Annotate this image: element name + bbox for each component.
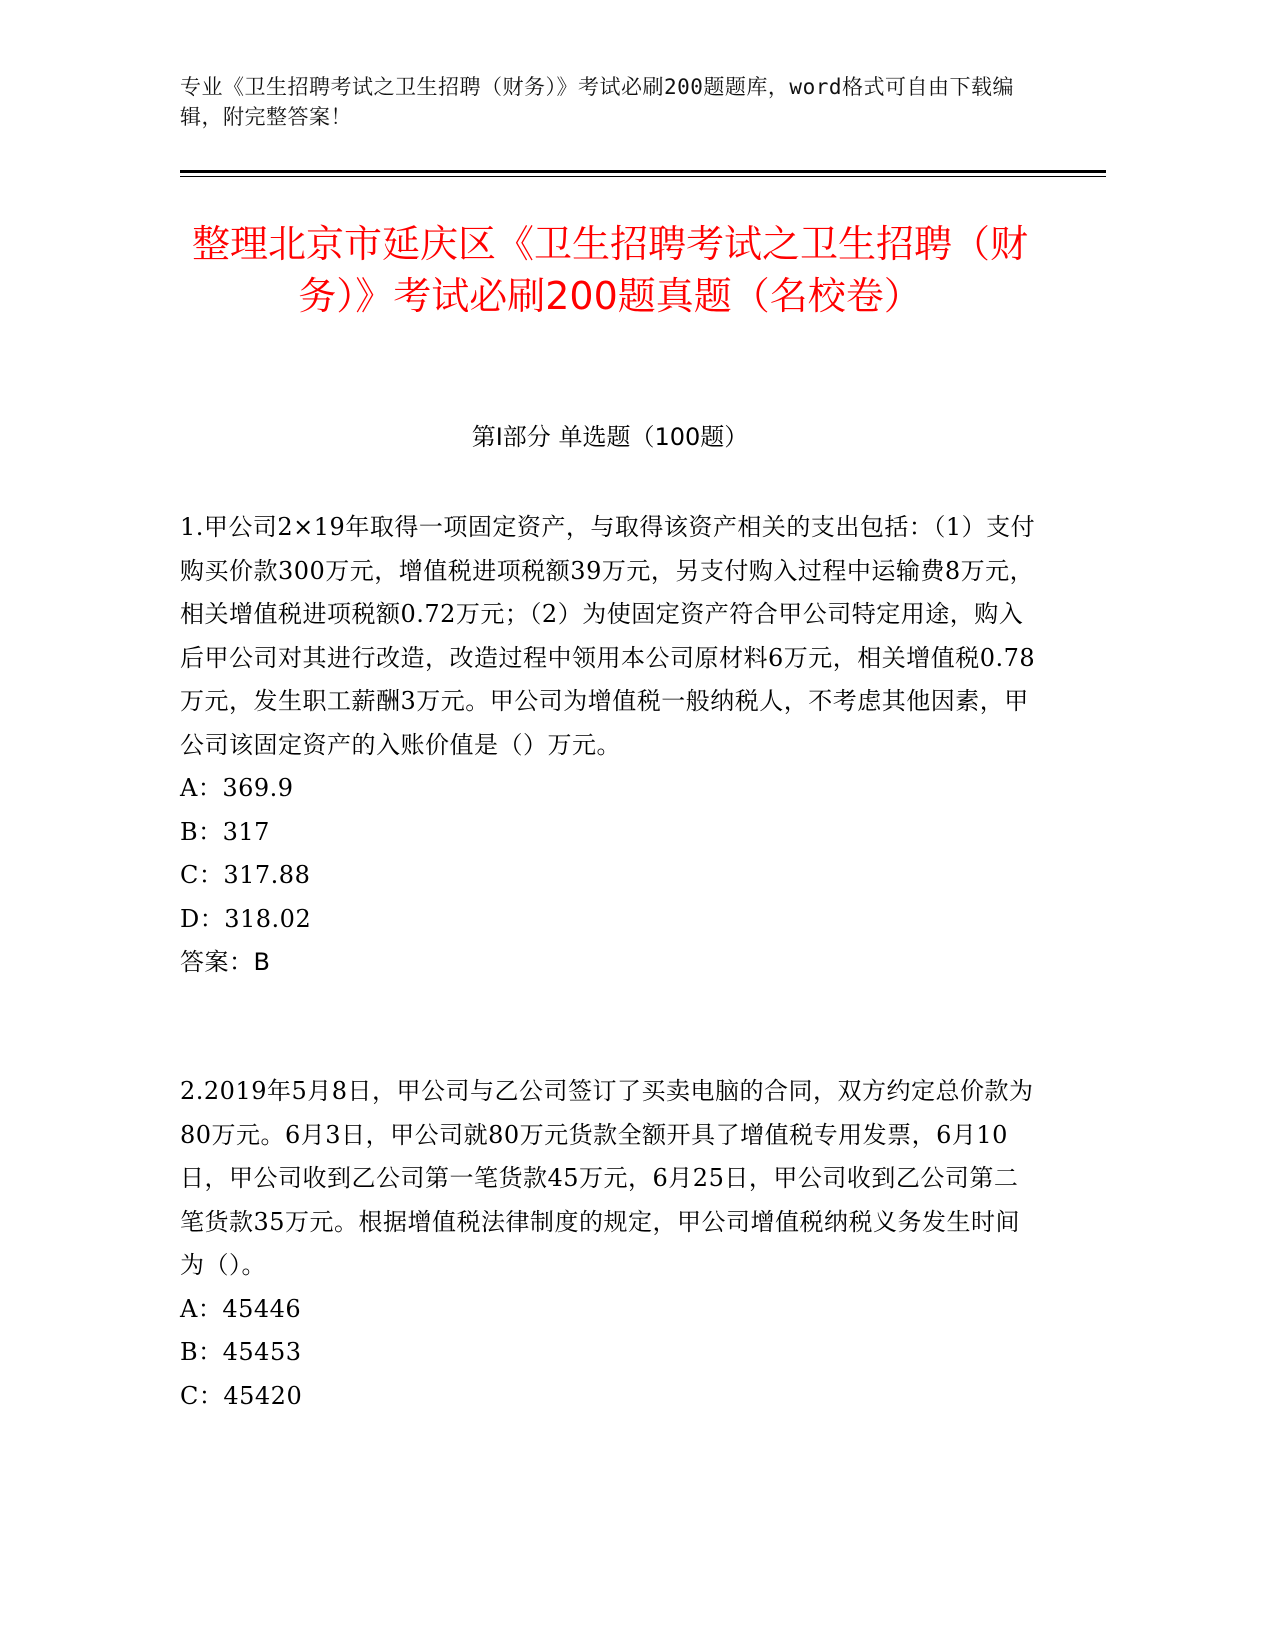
section-title: 第Ⅰ部分 单选题（100题） xyxy=(471,423,749,451)
document-title: 整理北京市延庆区《卫生招聘考试之卫生招聘（财务）》考试必刷200题真题（名校卷） xyxy=(191,222,1028,318)
header-divider-thin xyxy=(180,176,1106,177)
question-2 xyxy=(180,1070,1040,1418)
option-a: A：45446 xyxy=(180,1294,302,1323)
option-c: C：45420 xyxy=(180,1381,303,1410)
option-d: D：318.02 xyxy=(180,904,312,933)
option-c: C：317.88 xyxy=(180,861,311,889)
option-b: B：45453 xyxy=(180,1338,302,1366)
document-header-note: 专业《卫生招聘考试之卫生招聘（财务）》考试必刷200题题库，word格式可自由下载编辑，附完整答案！ xyxy=(180,75,1014,129)
question-1 xyxy=(180,506,1040,985)
answer: 答案：B xyxy=(180,948,271,976)
option-a: A：369.9 xyxy=(180,774,294,802)
header-divider-thick xyxy=(180,170,1106,173)
question-stem: 2.2019年5月8日，甲公司与乙公司签订了买卖电脑的合同，双方约定总价款为80万元。6月3日，甲公司就80万元货款全额开具了增值税专用发票，6月10日，甲公司收到乙公司第一笔货款45万元，6月25日，甲公司收到乙公司第二笔货款35万元。根据增值税法律制度的规定，甲公司增值税纳税义务发生时间为（）。 xyxy=(180,1077,1034,1279)
question-stem: 1.甲公司2×19年取得一项固定资产，与取得该资产相关的支出包括：（1）支付购买价款300万元，增值税进项税额39万元，另支付购入过程中运输费8万元，相关增值税进项税额0.72万元；（2）为使固定资产符合甲公司特定用途，购入后甲公司对其进行改造，改造过程中领用本公司原材料6万元，相关增值税0.78万元，发生职工薪酬3万元。甲公司为增值税一般纳税人，不考虑其他因素，甲公司该固定资产的入账价值是（）万元。 xyxy=(180,513,1036,759)
option-b: B：317 xyxy=(180,817,270,846)
